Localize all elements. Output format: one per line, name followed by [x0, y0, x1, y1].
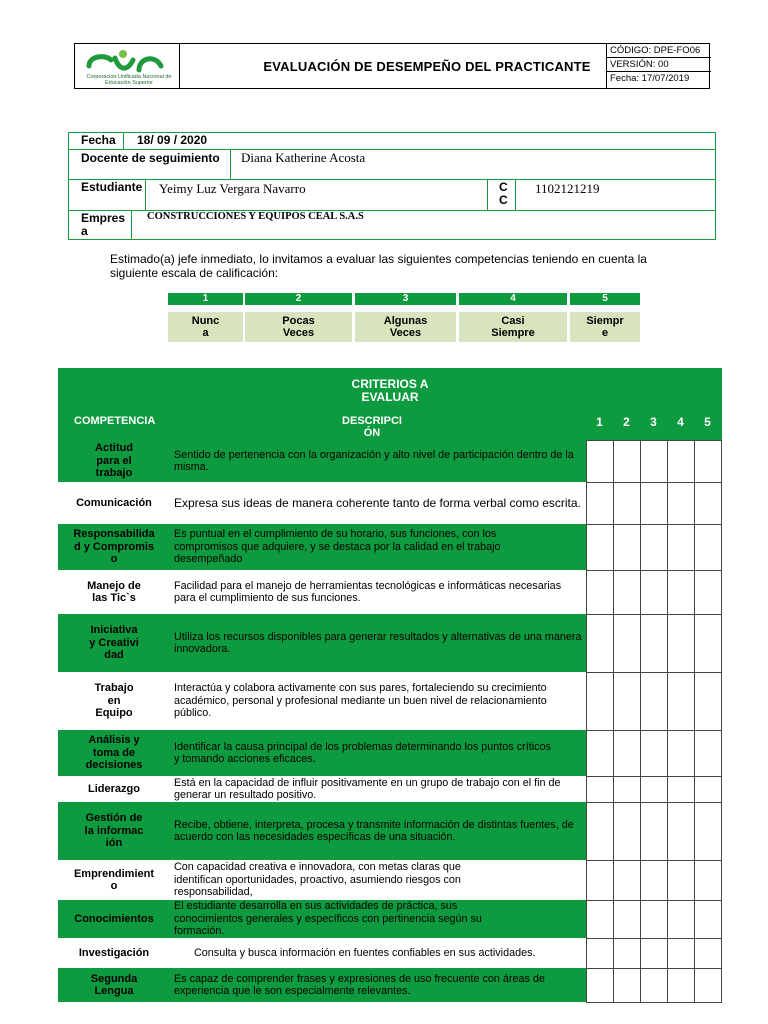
empresa-label: Empresa [81, 211, 126, 238]
document-meta [606, 44, 711, 88]
rating-col-4: 4 [677, 415, 684, 429]
cc-label: CC [499, 180, 508, 207]
competencia-description: Sentido de pertenencia con la organización y alto nivel de participación dentro de la misma. [174, 448, 574, 473]
criteria-row [58, 938, 586, 968]
scale-label-3: Algunas Veces [383, 315, 428, 339]
competencia-description: Está en la capacidad de influir positivamente en un grupo de trabajo con el fin de generar un resultado positivo. [174, 776, 561, 801]
intro-text: Estimado(a) jefe inmediato, lo invitamos a evaluar las siguientes competencias teniendo en cuenta la siguiente escala de calificación: [110, 252, 647, 280]
criteria-title: CRITERIOS A EVALUAR [351, 377, 429, 404]
competencia-description: Facilidad para el manejo de herramientas tecnológicas e informáticas necesarias para el cumplimiento de sus funciones. [174, 579, 562, 604]
rating-col-5: 5 [704, 415, 711, 429]
student-info-table [68, 132, 716, 240]
rating-col-1: 1 [596, 415, 603, 429]
scale-num-2: 2 [245, 293, 352, 305]
scale-num-4: 4 [459, 293, 567, 305]
competencia-name: Gestión de la información [84, 812, 144, 850]
criteria-row [58, 900, 586, 938]
cun-logo [75, 44, 180, 88]
scale-num-3: 3 [355, 293, 456, 305]
scale-num-1: 1 [168, 293, 243, 305]
competencia-name: Actitud para el trabajo [95, 442, 133, 480]
competencia-name: Análisis y toma de decisiones [85, 734, 143, 772]
criteria-row [58, 614, 586, 672]
competencia-description: Expresa sus ideas de manera coherente tanto de forma verbal como escrita. [174, 495, 581, 510]
scale-num-5: 5 [570, 293, 640, 305]
competencia-description: Recibe, obtiene, interpreta, procesa y transmite información de distintas fuentes, de acuerdo con las necesidades específicas de una situación. [174, 818, 574, 843]
criteria-row [58, 860, 586, 900]
competencia-description: Con capacidad creativa e innovadora, con metas claras que identifican oportunidades, proactivo, asumiendo riesgos con responsabilidad, [174, 861, 461, 899]
scale-label-5: Siempre [586, 315, 624, 339]
competencia-name: Segunda Lengua [90, 972, 138, 997]
scale-label-2: Pocas Veces [282, 315, 315, 339]
criteria-row [58, 968, 586, 1002]
criteria-header [58, 368, 722, 440]
document-header [74, 43, 710, 89]
competencia-name: Comunicación [76, 496, 152, 509]
empresa-value[interactable]: CONSTRUCCIONES Y EQUIPOS CEAL S.A.S [147, 211, 364, 222]
competencia-name: Responsabilidad y Compromiso [73, 528, 155, 566]
scale-label-1: Nunca [191, 315, 220, 339]
docente-label: Docente de seguimiento [81, 151, 220, 165]
col-competencia: COMPETENCIA [74, 415, 156, 427]
rating-col-3: 3 [650, 415, 657, 429]
document-version: VERSIÓN: 00 [607, 58, 711, 72]
criteria-row [58, 802, 586, 860]
logo-subtext: Corporación Unificada Nacional de Educación Superior [86, 74, 172, 86]
competencia-description: Identificar la causa principal de los problemas determinando los puntos críticos y tomando acciones eficaces. [174, 740, 551, 765]
competencia-name: Conocimientos [74, 912, 154, 925]
criteria-row [58, 730, 586, 776]
document-code: CÓDIGO: DPE-FO06 [607, 44, 711, 58]
criteria-row [58, 570, 586, 614]
rating-col-2: 2 [623, 415, 630, 429]
criteria-row [58, 776, 586, 802]
competencia-description: Interactúa y colabora activamente con sus pares, fortaleciendo su crecimiento académico, personal y profesional mediante un buen nivel de relacionamiento público. [174, 682, 547, 720]
competencia-name: Iniciativa y Creatividad [89, 624, 139, 662]
criteria-row [58, 672, 586, 730]
document-date: Fecha: 17/07/2019 [610, 73, 690, 84]
criteria-row [58, 482, 586, 524]
competencia-description: El estudiante desarrolla en sus actividades de práctica, sus conocimientos generales y específicos con pertinencia según su formación. [174, 900, 482, 938]
competencia-name: Manejo de las Tic`s [87, 579, 141, 604]
competencia-name: Emprendimiento [73, 867, 155, 892]
cc-value[interactable]: 1102121219 [535, 181, 600, 196]
competencia-description: Es capaz de comprender frases y expresiones de uso frecuente con áreas de experiencia que le son especialmente relevantes. [174, 972, 545, 997]
criteria-row [58, 524, 586, 570]
document-title: EVALUACIÓN DE DESEMPEÑO DEL PRACTICANTE [263, 58, 591, 74]
competencia-description: Consulta y busca información en fuentes confiables en sus actividades. [194, 946, 536, 959]
competencia-name: Trabajo en Equipo [94, 682, 134, 720]
competencia-description: Utiliza los recursos disponibles para generar resultados y alternativas de una manera innovadora. [174, 630, 582, 655]
scale-label-4: Casi Siempre [491, 315, 535, 339]
criteria-row [58, 440, 586, 482]
competencia-name: Liderazgo [88, 782, 140, 795]
estudiante-label: Estudiante [81, 180, 143, 194]
competencia-description: Es puntual en el cumplimiento de su horario, sus funciones, con los compromisos que adquiere, y se destaca por la calidad en el trabajo desempeñado [174, 528, 501, 566]
competencia-name: Investigación [78, 946, 150, 959]
estudiante-value[interactable]: Yeimy Luz Vergara Navarro [159, 181, 306, 196]
fecha-label: Fecha [81, 133, 116, 147]
docente-value[interactable]: Diana Katherine Acosta [241, 150, 366, 165]
col-descripcion: DESCRIPCIÓN [342, 415, 402, 439]
fecha-value[interactable]: 18/ 09 / 2020 [137, 133, 208, 147]
